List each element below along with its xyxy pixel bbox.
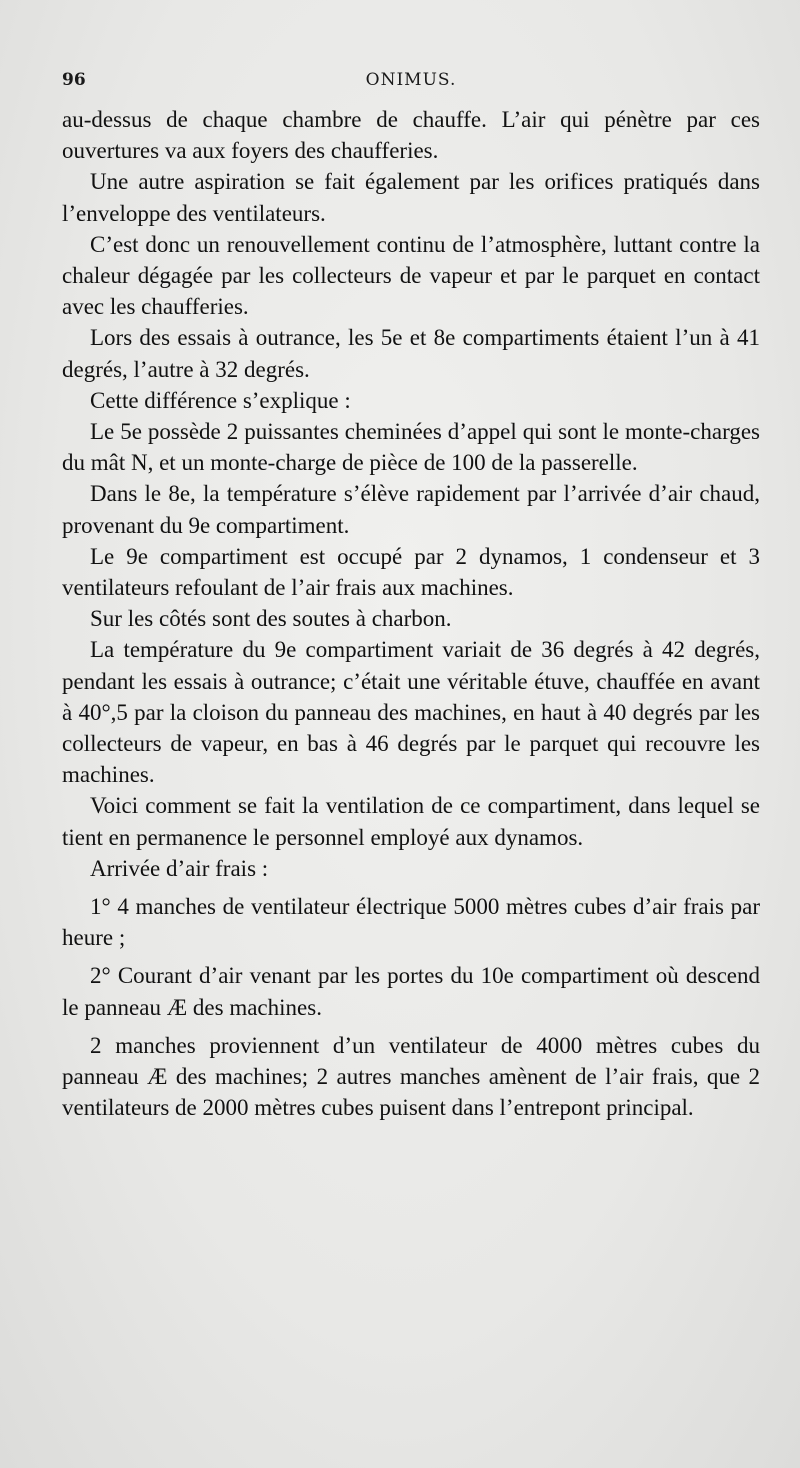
body-text — [62, 104, 760, 1124]
paragraph: C’est donc un renouvellement continu de l’atmosphère, luttant contre la chaleur dégagée par les collecteurs de vapeur et par le parquet en contact avec les chaufferies. — [62, 231, 760, 320]
paragraph: Lors des essais à outrance, les 5e et 8e compartiments étaient l’un à 41 degrés, l’autre à 32 degrés. — [62, 325, 760, 382]
list-item: 1° 4 manches de ventilateur électrique 5000 mètres cubes d’air frais par heure ; — [62, 894, 760, 951]
running-head: ONIMUS. — [365, 70, 457, 90]
paragraph: Dans le 8e, la température s’élève rapidement par l’arrivée d’air chaud, provenant du 9e compartiment. — [62, 481, 760, 538]
list-item: 2° Courant d’air venant par les portes du 10e compartiment où descend le panneau Æ des machines. — [62, 963, 760, 1020]
paragraph: 2 manches proviennent d’un ventilateur de 4000 mètres cubes du panneau Æ des machines; 2 autres manches amènent de l’air frais, que 2 ventilateurs de 2000 mètres cubes puisent dans l’entrepont principal. — [62, 1032, 760, 1121]
paragraph: Arrivée d’air frais : — [90, 855, 269, 881]
paragraph: au-dessus de chaque chambre de chauffe. L’air qui pénètre par ces ouvertures va aux foyers des chaufferies. — [62, 107, 760, 164]
paragraph: Le 9e compartiment est occupé par 2 dynamos, 1 condenseur et 3 ventilateurs refoulant de l’air frais aux machines. — [62, 543, 760, 601]
paragraph: Sur les côtés sont des soutes à charbon. — [90, 606, 452, 632]
paragraph: Le 5e possède 2 puissantes cheminées d’appel qui sont le monte-charges du mât N, et un monte-charge de pièce de 100 de la passerelle. — [62, 419, 760, 476]
page-header — [62, 70, 760, 96]
paragraph: Une autre aspiration se fait également par les orifices pratiqués dans l’enveloppe des ventilateurs. — [62, 169, 760, 226]
page-number: 96 — [62, 70, 86, 90]
paragraph: Voici comment se fait la ventilation de ce compartiment, dans lequel se tient en permanence le personnel employé aux dynamos. — [62, 793, 760, 850]
paragraph: La température du 9e compartiment variait de 36 degrés à 42 degrés, pendant les essais à outrance; c’était une véritable étuve, chauffée en avant à 40°,5 par la cloison du panneau des machines, en haut à 40 degrés par les collecteurs de vapeur, en bas à 46 degrés par le parquet qui recouvre les machines. — [62, 637, 760, 788]
paragraph: Cette différence s’explique : — [90, 387, 351, 413]
